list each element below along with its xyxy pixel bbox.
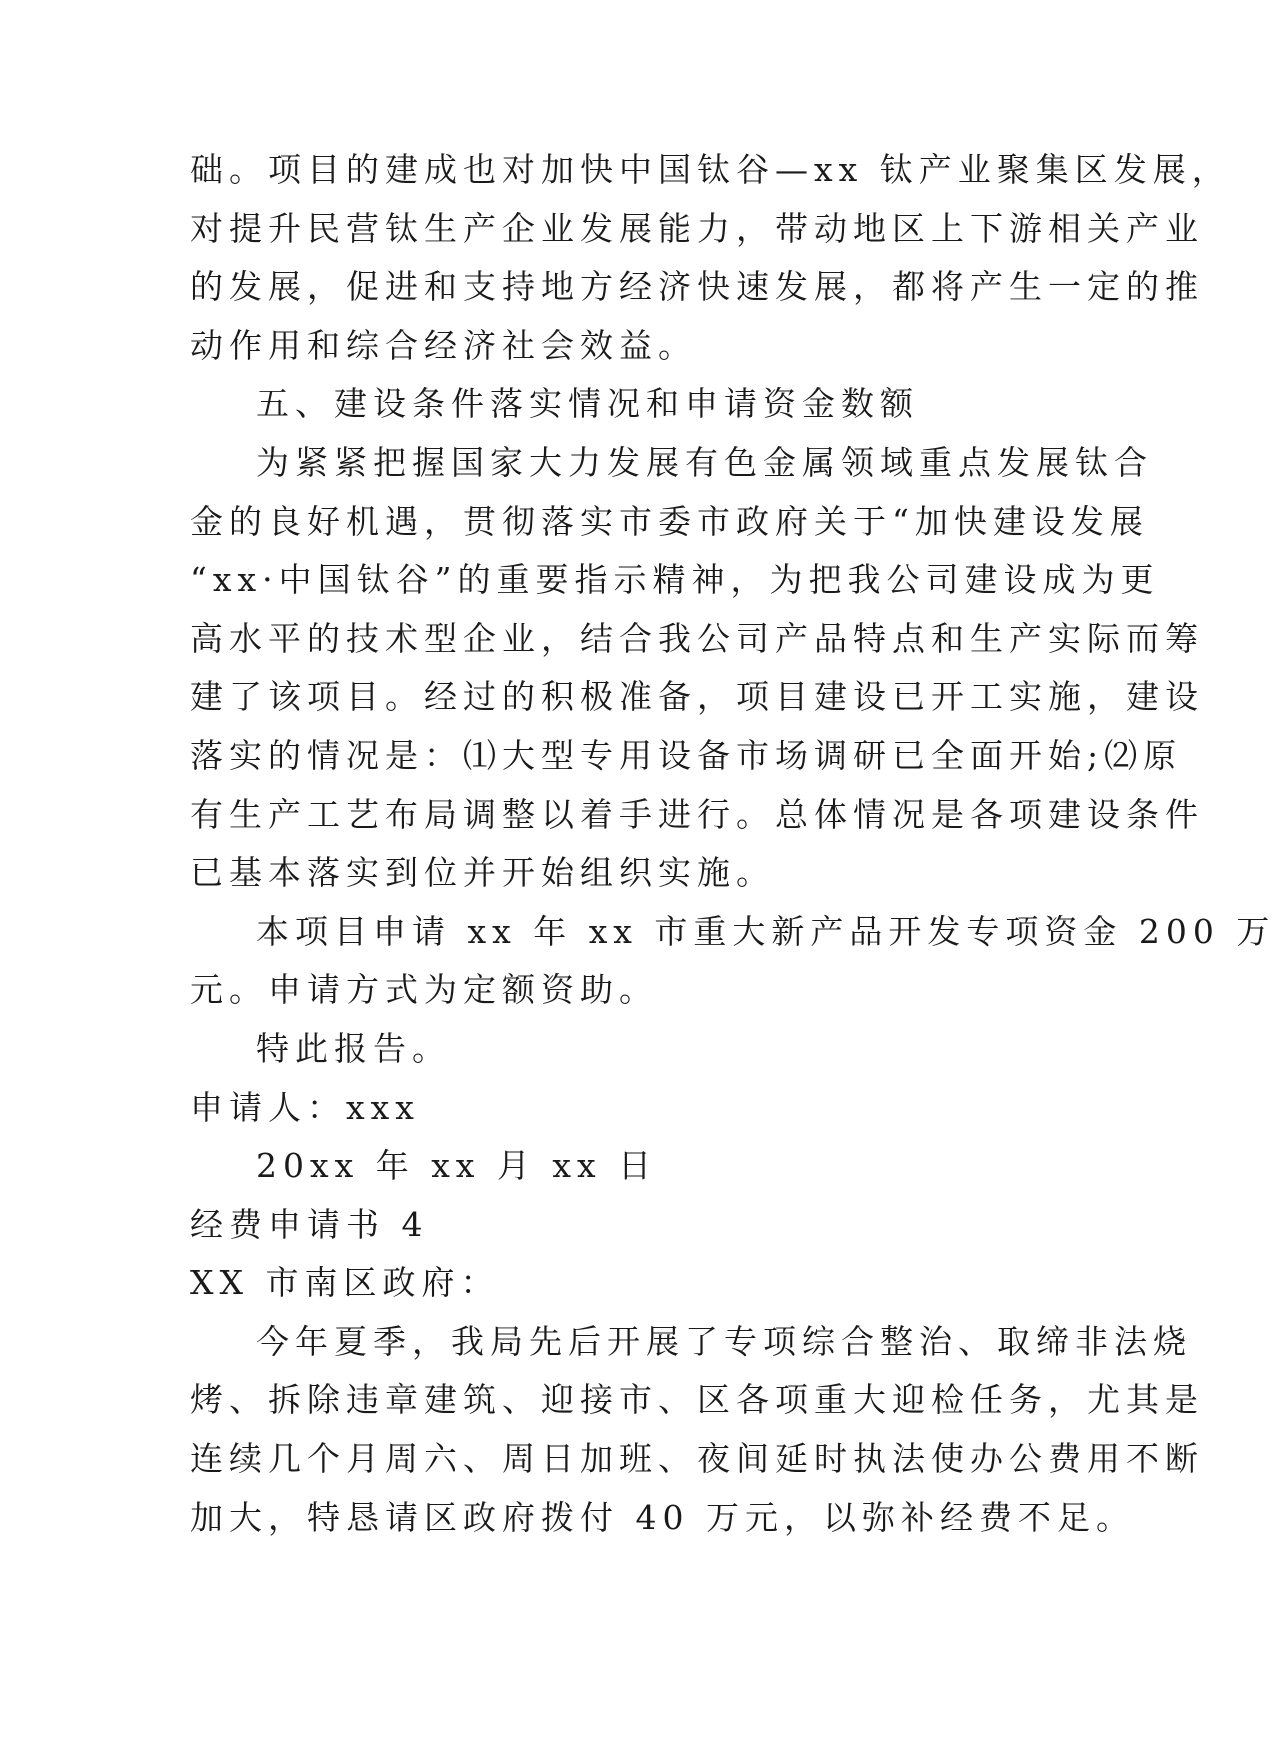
document-line: 加大，特恳请区政府拨付 40 万元，以弥补经费不足。 [190,1497,1135,1537]
document-line: 础。项目的建成也对加快中国钛谷—xx 钛产业聚集区发展， [190,150,1231,189]
document-line: 五、建设条件落实情况和申请资金数额 [256,384,919,424]
document-line: 本项目申请 xx 年 xx 市重大新产品开发专项资金 200 万 [256,911,1275,951]
document-line: “xx·中国钛谷”的重要指示精神，为把我公司建设成为更 [190,560,1160,600]
document-line: 已基本落实到位并开始组织实施。 [190,853,775,893]
document-line: 为紧紧把握国家大力发展有色金属领域重点发展钛合 [256,442,1153,482]
document-line: 的发展，促进和支持地方经济快速发展，都将产生一定的推 [190,267,1204,307]
document-line: 对提升民营钛生产企业发展能力，带动地区上下游相关产业 [190,208,1204,248]
document-line: 金的良好机遇，贯彻落实市委市政府关于“加快建设发展 [190,501,1149,541]
document-line: 有生产工艺布局调整以着手进行。总体情况是各项建设条件 [190,794,1204,834]
document-line: 元。申请方式为定额资助。 [190,970,658,1010]
document-line: 经费申请书 4 [190,1204,429,1244]
document-line: 特此报告。 [256,1028,451,1068]
document-line: 落实的情况是：⑴大型专用设备市场调研已全面开始;⑵原 [190,735,1183,775]
document-line: XX 市南区政府： [190,1263,500,1303]
document-line: 高水平的技术型企业，结合我公司产品特点和生产实际而筹 [190,618,1204,658]
document-line: 建了该项目。经过的积极准备，项目建设已开工实施，建设 [190,677,1204,717]
document-line: 连续几个月周六、周日加班、夜间延时执法使办公费用不断 [190,1439,1204,1479]
document-line: 烤、拆除违章建筑、迎接市、区各项重大迎检任务，尤其是 [190,1380,1204,1420]
document-line: 20xx 年 xx 月 xx 日 [256,1146,658,1186]
document-body [190,141,1275,1547]
document-line: 动作用和综合经济社会效益。 [190,325,697,365]
document-line: 今年夏季，我局先后开展了专项综合整治、取缔非法烧 [256,1321,1192,1361]
document-line: 申请人：xxx [190,1087,420,1127]
